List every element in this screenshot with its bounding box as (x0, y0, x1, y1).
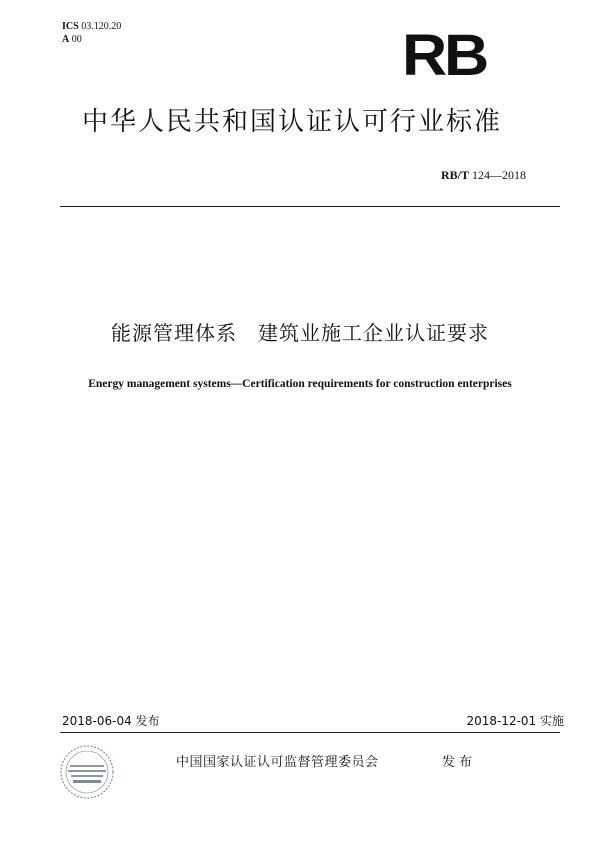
standard-number-value: 124—2018 (472, 168, 527, 182)
stamp-text-line-1 (70, 765, 104, 767)
stamp-text-line-3 (71, 775, 103, 777)
issuer-action: 发布 (442, 755, 477, 770)
stamp-text-line-2 (68, 770, 106, 772)
ics-line (62, 20, 121, 33)
class-line (62, 33, 121, 46)
top-divider (60, 206, 560, 207)
standard-number (441, 167, 526, 183)
class-label: A (62, 34, 70, 45)
class-code: 00 (71, 34, 82, 45)
classification-codes (62, 20, 121, 46)
bottom-divider (60, 732, 560, 733)
issuer-name: 中国国家认证认可监督管理委员会 (176, 755, 379, 770)
document-title-cn: 能源管理体系 建筑业施工企业认证要求 (111, 321, 489, 345)
standard-number-prefix: RB/T (441, 168, 470, 182)
ics-code: 03.120.20 (81, 21, 122, 32)
stamp-mark (73, 780, 101, 783)
implement-date: 2018-12-01 实施 (466, 714, 564, 728)
seal-stamp-icon (58, 743, 116, 801)
standard-title: 中华人民共和国认证认可行业标准 (82, 107, 503, 137)
rb-logo: RB (402, 23, 487, 88)
publish-date: 2018-06-04 发布 (62, 714, 160, 728)
ics-label: ICS (62, 21, 79, 32)
document-title-en: Energy management systems—Certification requirements for construction enterprises (88, 378, 512, 390)
